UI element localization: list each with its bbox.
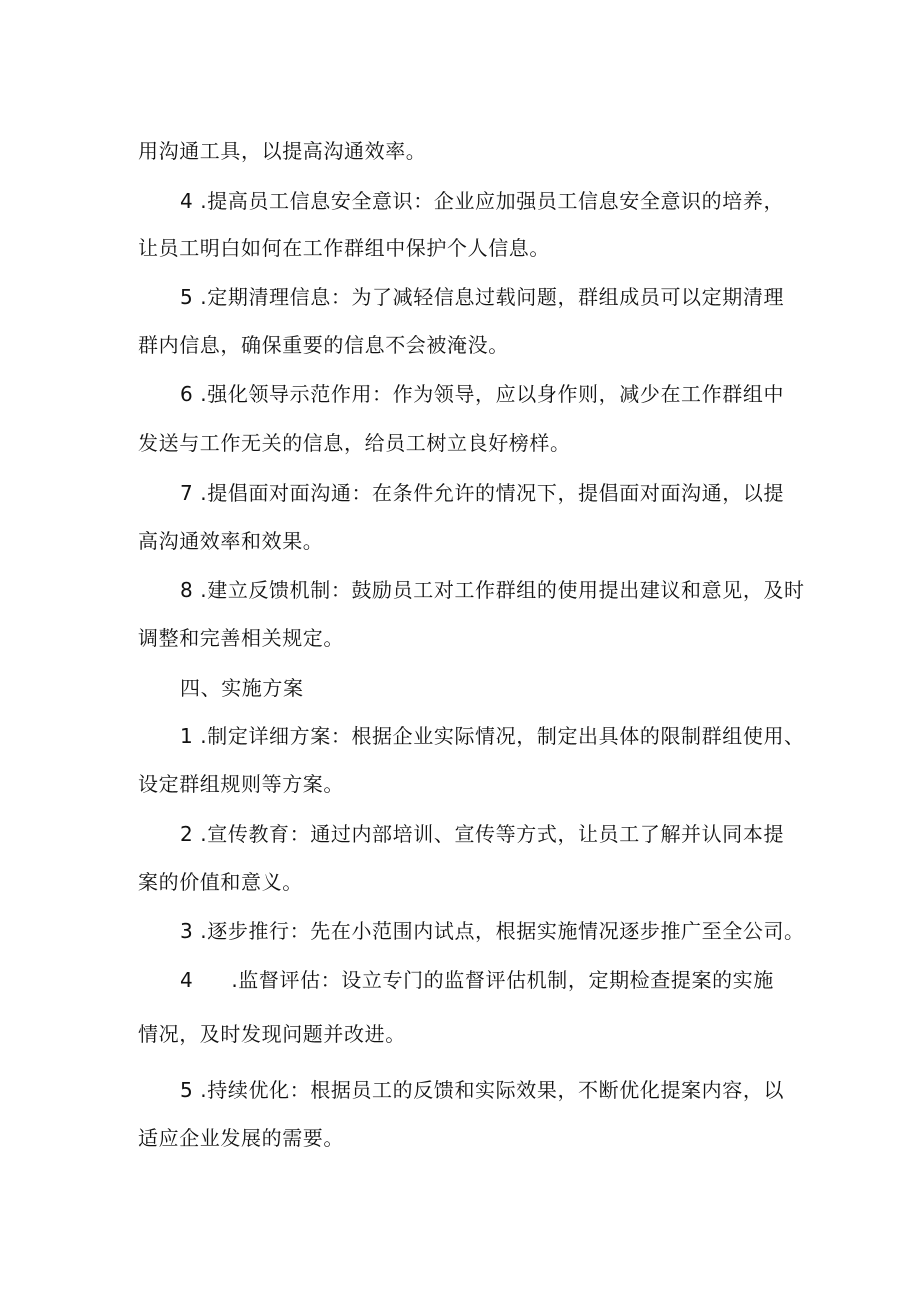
paragraph-line: 情况，及时发现问题并改进。 (138, 1022, 406, 1046)
paragraph-line: 调整和完善相关规定。 (138, 626, 344, 650)
paragraph-line: 5 .定期清理信息：为了减轻信息过载问题，群组成员可以定期清理 (180, 285, 785, 309)
section-heading: 四、实施方案 (180, 676, 304, 700)
paragraph-line: 8 .建立反馈机制：鼓励员工对工作群组的使用提出建议和意见，及时 (180, 578, 805, 602)
paragraph-line: 群内信息，确保重要的信息不会被淹没。 (138, 333, 509, 357)
paragraph-line: 让员工明白如何在工作群组中保护个人信息。 (138, 236, 550, 260)
paragraph-line: 案的价值和意义。 (138, 870, 303, 894)
paragraph-line: 高沟通效率和效果。 (138, 529, 324, 553)
paragraph-line: 设定群组规则等方案。 (138, 772, 344, 796)
paragraph-line: 1 .制定详细方案：根据企业实际情况，制定出具体的限制群组使用、 (180, 724, 805, 748)
list-number: 4 (180, 968, 194, 992)
paragraph-line: 用沟通工具，以提高沟通效率。 (138, 139, 427, 163)
paragraph-line: 3 .逐步推行：先在小范围内试点，根据实施情况逐步推广至全公司。 (180, 919, 805, 943)
paragraph-line: 发送与工作无关的信息，给员工树立良好榜样。 (138, 431, 571, 455)
paragraph-line: 7 .提倡面对面沟通：在条件允许的情况下，提倡面对面沟通，以提 (180, 481, 785, 505)
paragraph-line: 4 .提高员工信息安全意识：企业应加强员工信息安全意识的培养， (180, 189, 785, 213)
paragraph-line: 5 .持续优化：根据员工的反馈和实际效果，不断优化提案内容，以 (180, 1078, 785, 1102)
paragraph-line: 2 .宣传教育：通过内部培训、宣传等方式，让员工了解并认同本提 (180, 822, 785, 846)
list-text: .监督评估：设立专门的监督评估机制，定期检查提案的实施 (231, 968, 774, 992)
paragraph-line: 6 .强化领导示范作用：作为领导，应以身作则，减少在工作群组中 (180, 382, 785, 406)
paragraph-line: 适应企业发展的需要。 (138, 1126, 344, 1150)
paragraph-line (180, 966, 774, 994)
